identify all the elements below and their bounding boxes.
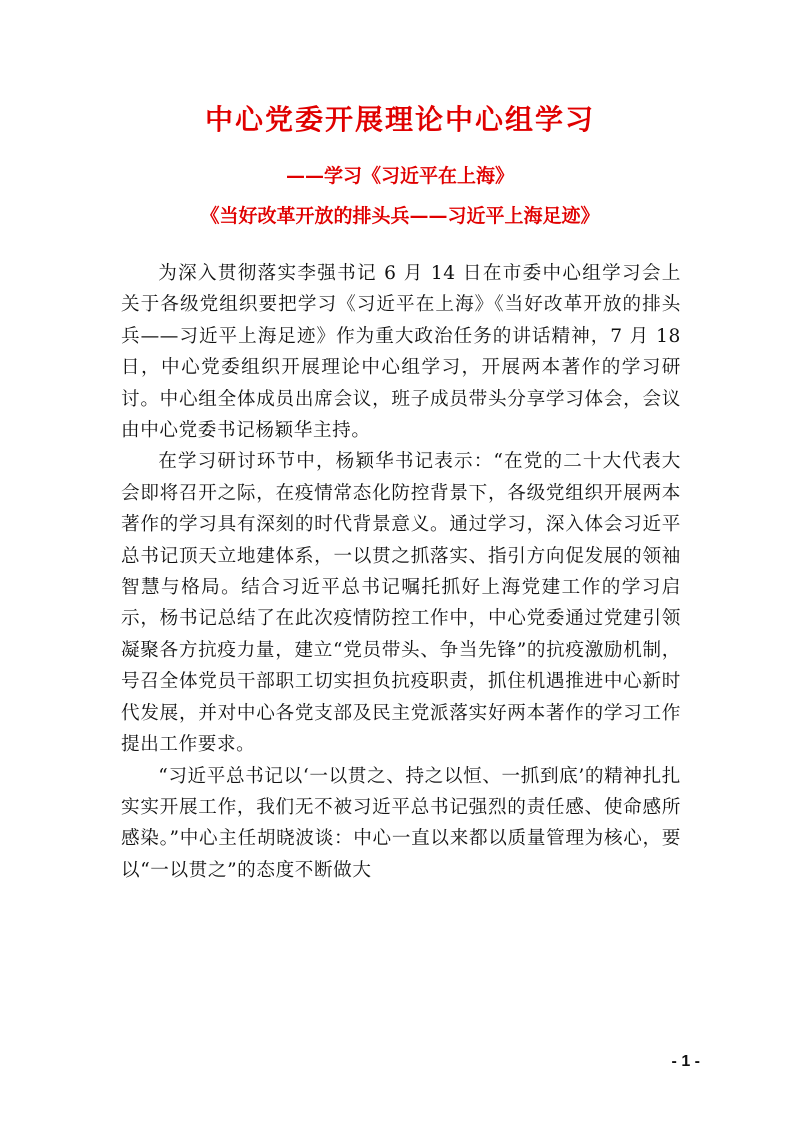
document-subtitle-2: 《当好改革开放的排头兵——习近平上海足迹》 — [200, 205, 600, 227]
page-number: - 1 - — [671, 1053, 700, 1070]
paragraph-3: “习近平总书记以‘一以贯之、持之以恒、一抓到底’的精神扎扎实实开展工作，我们无不被习近平总书记强烈的责任感、使命感所感染。”中心主任胡晓波谈：中心一直以来都以质量管理为核心，要以“一以贯之”的态度不断做大 — [121, 765, 681, 881]
document-body — [121, 258, 681, 886]
document-title: 中心党委开展理论中心组学习 — [204, 103, 595, 136]
paragraph-2: 在学习研讨环节中，杨颖华书记表示：“在党的二十大代表大会即将召开之际，在疫情常态化防控背景下，各级党组织开展两本著作的学习具有深刻的时代背景意义。通过学习，深入体会习近平总书记顶天立地建体系，一以贯之抓落实、指引方向促发展的领袖智慧与格局。结合习近平总书记嘱托抓好上海党建工作的学习启示，杨书记总结了在此次疫情防控工作中，中心党委通过党建引领凝聚各方抗疫力量，建立“党员带头、争当先锋”的抗疫激励机制，号召全体党员干部职工切实担负抗疫职责，抓住机遇推进中心新时代发展，并对中心各党支部及民主党派落实好两本著作的学习工作提出工作要求。 — [121, 451, 681, 756]
paragraph-1: 为深入贯彻落实李强书记 6 月 14 日在市委中心组学习会上关于各级党组织要把学习《习近平在上海》《当好改革开放的排头兵——习近平上海足迹》作为重大政治任务的讲话精神，7 月 18 日，中心党委组织开展理论中心组学习，开展两本著作的学习研讨。中心组全体成员出席会议，班子成员带头分享学习体会，会议由中心党委书记杨颖华主持。 — [121, 263, 681, 442]
document-subtitle-1: ——学习《习近平在上海》 — [285, 165, 514, 187]
